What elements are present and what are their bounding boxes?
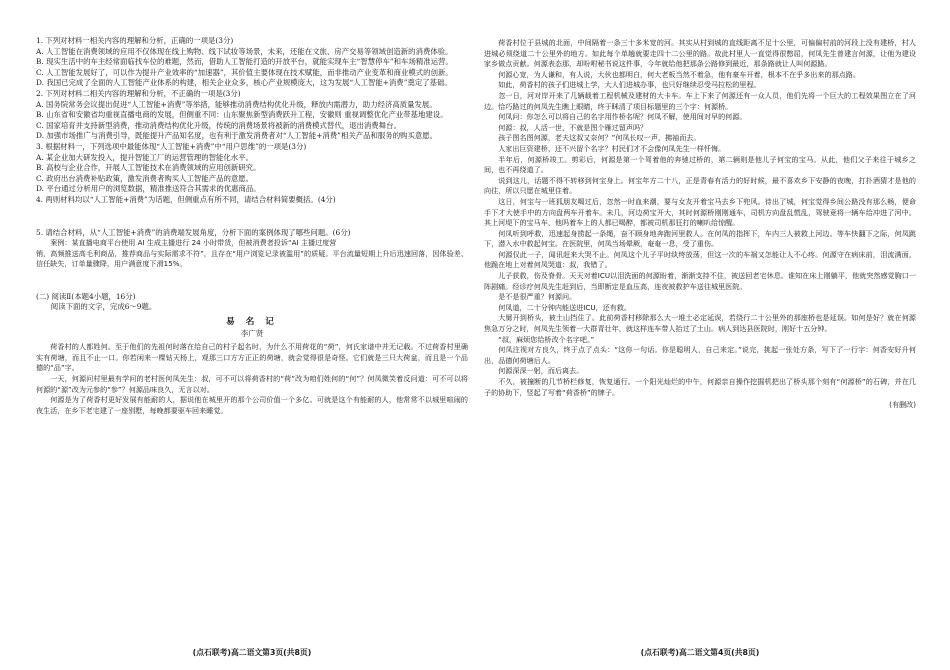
page-footer-left: (点石联考)高二语文第3页(共8页): [192, 648, 312, 657]
question-3-option-b: B. 高校与企业合作，开展人工智能技术在消费领域的应用创新研究。: [36, 163, 261, 173]
story-paragraph: 如此，荷香村的孩子们进城上学，大人们进城办事，也只好继续忍受马拉松的里程。: [498, 80, 761, 90]
left-page: [36, 36, 468, 416]
story-paragraph: 说到这儿，话题不得不转移到何宝身上。何宝年方二十八，正是青春有活力的好时候，最不喜欢乡下安静的夜晚，打扑酒猜才是他的向往，所以只愿在城里住着。: [484, 175, 916, 196]
question-1-option-d: D. 我国已完成了全面的人工智能产业体系的构建，相关企业众多，核心产业规模庞大，这为发展“人工智能+消费”奠定了基础。: [36, 78, 452, 88]
story-paragraph: 何源深深一躬，而后离去。: [498, 366, 584, 376]
page-footer-right: (点石联考)高二语文第4页(共8页): [640, 648, 760, 657]
story-paragraph: 何凤问：你怎么可以将自己的名字用作桥名呢？何凤不解，使用间对早的何源。: [498, 112, 747, 122]
answer-space-5: [36, 270, 468, 292]
story-paragraph: 一天，何源问村里最有学问的老村医何凤先生：叔，可不可以将荷香村的“荷”改为咱们姓何的“何”？何凤微笑着反问道：可不可以将何源的“源”改为元参的“参”？何源品味良久，无言以对。: [36, 374, 468, 394]
question-2-option-a: A. 国务院常务会议提出促进“人工智能+消费”等举措，能够推动消费结构优化升级，释放内需潜力，助力经济高质量发展。: [36, 99, 437, 109]
story-paragraph: 何凤听到呼救，迅速起身捞起一条绳，奋不顾身地奔跑河里救人。在何凤的指挥下，车内三人被救上河边。等车快翻下之际，何凤跳下，潜入水中救起何宝。在医院里，何凤当场晕厥，奄奄一息，受了重伤。: [484, 228, 916, 249]
section-heading: (二) 阅读Ⅱ(本题4小题，16分): [36, 291, 136, 301]
question-2-option-d: D. 加强市场推广与消费引导，既能提升产品知名度，也有利于激发消费者对“人工智能+消费”相关产品和服务的购买意愿。: [36, 131, 438, 141]
question-1-option-b: B. 现实生活中的车主经常面临找车位的难题，然而，借助人工智能打造的开放平台，就能实现车主“智慧停车”和车场精准运营。: [36, 57, 453, 67]
story-title: 易 名 记: [226, 317, 278, 328]
story-paragraph: 何源心宽，为人谦和，有人说，大伙也都明白，何大老板当然不着急，他有豪车开着，根本不在乎多出来的那点路。: [498, 69, 860, 79]
story-paragraph: 何源仅此一子，闻讯赶来大哭不止。何凤这个儿子平时纨绔放荡，但这一次的车祸又怎能让人不心疼。何源守在病床前，泪流满面，他跪在地上对着何凤哭道：叔，我错了。: [484, 249, 916, 270]
story-paragraph: 荷香村的人都姓何。至于他们的先祖何时落在给自己的村子起名时，为什么不用荷花的“荷”，何氏家谱中并无记载。不过荷香村里确实有荷塘，而且不止一口。你若闲来一棵钻天杨上，观那三口方方正正的荷塘，就会觉得很是奇怪。它们就是三只大荷盆，而且是一个品德的“品”字。: [36, 342, 468, 373]
question-3-stem: 3. 根据材料一，下列选项中最能体现“人工智能+消费”中“用户思维”的一项是(3分): [36, 141, 307, 151]
story-paragraph: 何凤道，二十分钟内能送进ICU，还有救。: [498, 302, 632, 312]
story-paragraph: 半年后，何源桥竣工。剪彩后，何源是第一个驾着他的奔驰过桥的，第二辆则是他儿子何宝的宝马。从此，他们父子来往于城乡之间，也不再绕道了。: [484, 154, 916, 175]
question-1-stem: 1. 下列对材料一相关内容的理解和分析，正确的一项是(3分): [36, 36, 234, 45]
story-paragraph: 忽一日，河对岸开来了几辆载着工程机械及建材的大卡车。车上下来了何源还有一众人员，他们先将一个巨大的工程效果图立在了河边。恰巧路过的何凤先生瞧上眼睛，终于眯清了项目标题里的三个字：何源桥。: [484, 90, 916, 111]
right-page: [484, 38, 916, 418]
story-paragraph: 人家出巨资建桥，还不兴留个名字？村民们才不会像何凤先生一样忏悔。: [498, 143, 726, 153]
question-3-option-a: A. 某企业加大研发投入，提升智能工厂的运营管理的智能化水平。: [36, 152, 253, 162]
question-4: 4. 两则材料均以“人工智能+消费”为话题，但侧重点有所不同，请结合材料简要概括。(4分): [36, 194, 336, 204]
story-paragraph: 这日，何宝与一班狐朋友喝过后，忽然一时血来潮，要与女友开着宝马去乡下兜风。待出了城，何宝觉得乡间公路没有那么畅，便命手下才大使手中的方向盘两车开着车。未几，河边荷宝开大，其时何源桥刚刚通车，司机方向盘乱慌乱，驾驶竟将一辆车给冲进了河中。其上河堤下的宝马车，他吗着车上的人都已喝醉，都被司机那狂打的喇叭给惊醒。: [484, 196, 916, 228]
story-paragraph: 荷香村位于县城的北面，中间隔着一条三十多米宽的河。其实从村到城的直线距离不足十公里，可偏偏村前的河段上没有建桥，村人进城必须绕道二十公里外的地方。如此每个单趟就要走四十二公里的路。故此村里人一直觉得很憋屈，何凤先生曾建言何源，让他为建设家乡做点贡献。何源表态那，却吩咐秘书说这件事，今年就给他把那条公路修到最近，那条路就让人叫何源路。: [484, 38, 916, 69]
story-paragraph: 何源：叔，人活一世，不就是图个雁过留声吗？: [498, 122, 648, 132]
story-paragraph: 孩子图名图何源，老夫这叔又奈何？”何凤长叹一声，拂袖而去。: [498, 133, 701, 143]
question-1-option-a: A. 人工智能在消费领域的应用不仅体现在线上购物、线下试妆等场景，未来，还能在文旅、房产交易等领域创造新的消费体验。: [36, 46, 453, 56]
story-paragraph: 何源是为了荷香村更好发展有能耐的人，据说他在城里开的那个公司价值一个多亿。可就是这个有能耐的人，他常常不以城里喧闹的夜生活，在乡下老宅建了一座别墅，每晚都要驱车回来睡觉。: [36, 395, 468, 415]
answer-space-4: [36, 206, 468, 228]
question-1-option-c: C. 人工智能发展好了，可以作为提升产业效率的“加速器”，其价值主要体现在技术赋能，而非推动产业变革和商业模式的创新。: [36, 67, 453, 77]
story-author: 李广贤: [240, 328, 264, 338]
story-paragraph: 不久，被撞断的几节桥栏修复，恢复通行。一个阳光灿烂的中午，何源亲自操作挖掘机把出了桥头那个刻有“何源桥”的石碑，并在几子的协助下，竖起了写着“荷香桥”的牌子。: [484, 377, 916, 397]
story-paragraph: 何凤注视对方良久，终于点了点头：“这你一句话。你是聪明人，自己来定。”说完，挑起一张处方条，写下了一行字：何香安好升何出，品德何荷塘后人。: [484, 345, 916, 365]
case-line-1: 案例：某直播电商平台使用 AI 生成主播进行 24 小时带货，但被消费者投诉“AI 主播过度营: [50, 238, 337, 248]
question-3-option-c: C. 政府出台消费补贴政策，激发消费者购买人工智能产品的意愿。: [36, 173, 254, 183]
case-line-2: 销，高频推送高毛利商品，推荐商品与实际需求不符”，且存在“用户浏览记录被滥用”的质疑。平台流量短期上升后迅速回落，因体验差、信任缺失，订单量骤降，用户满意度下滑15%。: [36, 248, 468, 269]
story-paragraph: 儿子获救，伤及脊骨。天天对着ICU以泪洗面的何源盼着，渐渐支持不住，被送回老宅休息。谁知在床上刚躺平，他就突然感觉胸口一阵剧痛。经诊疗何凤先生赶到后，当即断定是血压高，连夜被救护车送往城里医院。: [484, 271, 916, 291]
edit-note: (有删改): [889, 400, 916, 410]
question-2-option-c: C. 国家培育并支持新型消费，推动消费结构优化升级，传统的消费场景将被新的消费模式替代，退出消费舞台。: [36, 120, 401, 130]
story-paragraph: 大舅开到桥头，被土山挡住了。此前荷香村移除那么大一堆土必定延误，若绕行二十公里外的那座桥也是延误。如何是好？就在何源焦急万分之时，何凤先生领着一大群青壮年，就这样连车带人抬过了土山。病人到达县医院时，刚好十五分钟。: [484, 313, 916, 334]
question-5: 5. 请结合材料，从“人工智能+消费”的消费端发展角度，分析下面的案例体现了哪些问题。(6分): [36, 227, 351, 237]
section-instruction: 阅读下面的文字，完成6～9题。: [50, 302, 157, 312]
question-2-option-b: B. 山东省和安徽省均重视直播电商的发展，但侧重不同：山东聚焦新型消费跃升工程，安徽则 重视调整优化产业带基地建设。: [36, 110, 448, 120]
story-paragraph: “叔，麻烦您给桥改个名字吧。”: [498, 334, 595, 344]
question-3-option-d: D. 平台通过分析用户的浏览数据，精准推送符合其需求的优惠商品。: [36, 184, 261, 194]
story-paragraph: 是不是很严重？何源问。: [498, 292, 577, 302]
question-2-stem: 2. 下列对材料二相关内容的理解和分析，不正确的一项是(3分): [36, 88, 241, 98]
